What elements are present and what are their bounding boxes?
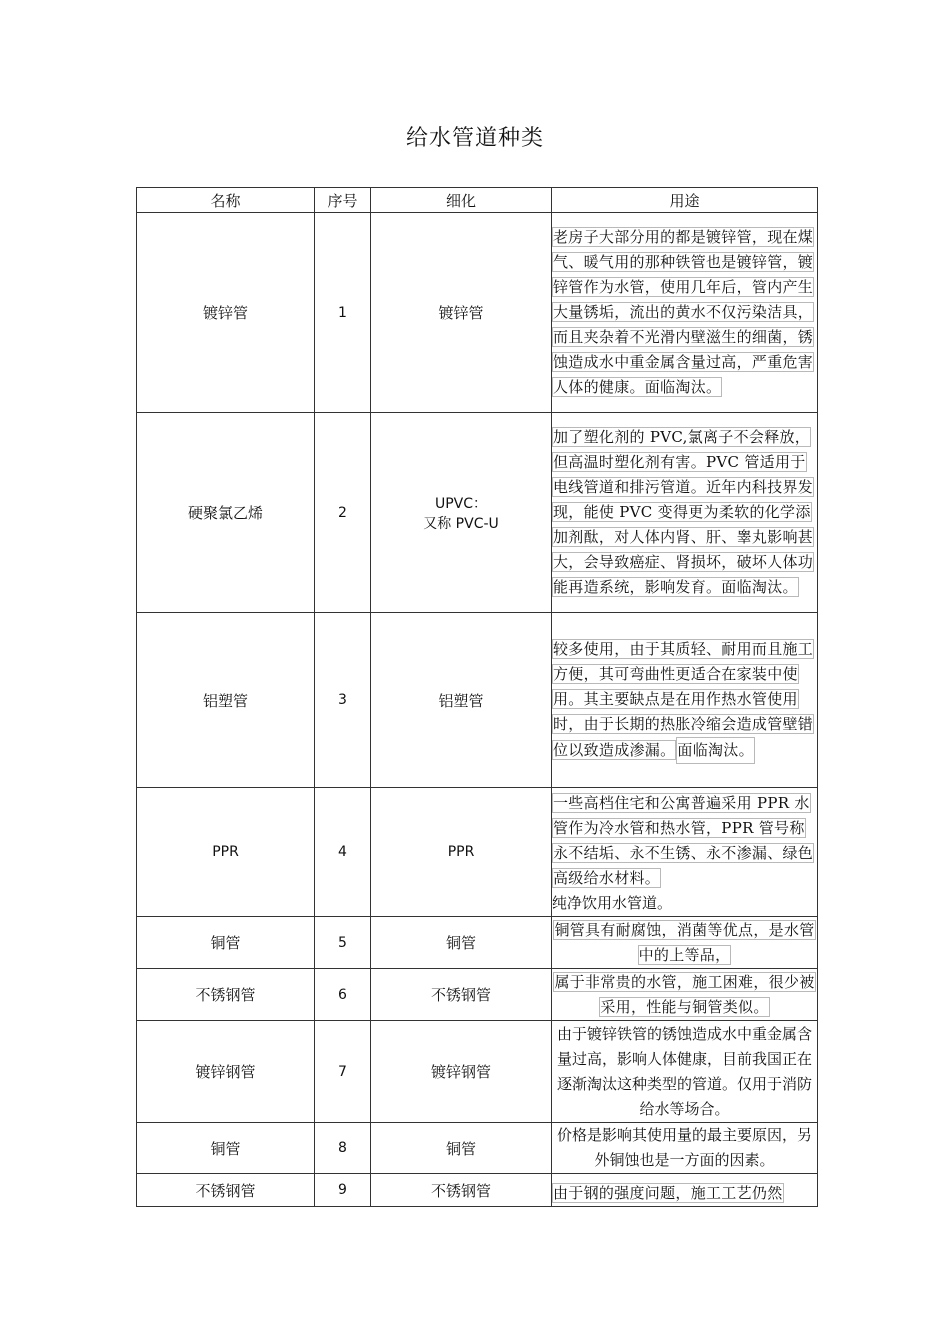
detail-line: UPVC：: [434, 495, 488, 512]
use-text: 加了塑化剂的 PVC,氯离子不会释放，但高温时塑化剂有害。PVC 管适用于电线管道和排污管道。近年内科技界发现，能使 PVC 变得更为柔软的化学添加剂酞，对人体内肾、肝、睾丸影响甚大，会导致癌症、肾损坏，破坏人体功能再造系统，影响发育。面临淘汰。: [553, 428, 814, 596]
table-row: [137, 1174, 818, 1207]
table-row: [137, 613, 818, 788]
pipe-number: 3: [315, 613, 371, 788]
document-title: 给水管道种类: [405, 126, 544, 151]
pipe-detail: 镀锌管: [371, 213, 552, 413]
column-header-number: 序号: [315, 188, 371, 213]
pipe-use: [552, 1174, 818, 1207]
use-text: 较多使用，由于其质轻、耐用而且施工方便，其可弯曲性更适合在家装中使用。其主要缺点是在用作热水管使用时，由于长期的热胀冷缩会造成管壁错位以致造成渗漏。: [553, 639, 814, 759]
pipe-number: 2: [315, 413, 371, 613]
use-text: 由于镀锌铁管的锈蚀造成水中重金属含量过高，影响人体健康，目前我国正在逐渐淘汰这种类型的管道。仅用于消防给水等场合。: [556, 1025, 812, 1118]
table-row: [137, 1123, 818, 1174]
pipe-detail: 镀锌钢管: [371, 1021, 552, 1123]
pipe-use: [552, 969, 818, 1021]
pipe-number: 6: [315, 969, 371, 1021]
pipe-number: 4: [315, 788, 371, 917]
use-text: 老房子大部分用的都是镀锌管，现在煤气、暖气用的那种铁管也是镀锌管，镀锌管作为水管，使用几年后，管内产生大量锈垢，流出的黄水不仅污染洁具，而且夹杂着不光滑内壁滋生的细菌，锈蚀造成水中重金属含量过高，严重危害人体的健康。面临淘汰。: [553, 228, 814, 396]
pipe-detail: 不锈钢管: [371, 969, 552, 1021]
pipe-number: 7: [315, 1021, 371, 1123]
pipe-number: 8: [315, 1123, 371, 1174]
pipe-name: 不锈钢管: [137, 1174, 315, 1207]
pipe-use: [552, 788, 818, 917]
pipe-name: 铜管: [137, 917, 315, 969]
pipe-detail: 铜管: [371, 917, 552, 969]
table-row: [137, 413, 818, 613]
pipe-name: PPR: [137, 788, 315, 917]
use-text: 由于钢的强度问题，施工工艺仍然: [553, 1183, 783, 1202]
pipe-use: [552, 413, 818, 613]
pipe-detail: 铜管: [371, 1123, 552, 1174]
table-row: [137, 788, 818, 917]
pipe-detail: 不锈钢管: [371, 1174, 552, 1207]
table-row: [137, 969, 818, 1021]
column-header-detail: 细化: [371, 188, 552, 213]
use-text: 价格是影响其使用量的最主要原因，另外铜蚀也是一方面的因素。: [556, 1126, 812, 1169]
pipe-use: [552, 213, 818, 413]
pipe-use: [552, 613, 818, 788]
use-extra-text: 纯净饮用水管道。: [552, 894, 673, 912]
pipe-name: 铜管: [137, 1123, 315, 1174]
use-extra-text: 面临淘汰。: [676, 737, 755, 764]
use-text: 铜管具有耐腐蚀，消菌等优点，是水管中的上等品，: [554, 921, 815, 964]
pipe-name: 镀锌钢管: [137, 1021, 315, 1123]
pipe-number: 9: [315, 1174, 371, 1207]
pipe-use: [552, 917, 818, 969]
table-row: [137, 917, 818, 969]
pipe-use: [552, 1123, 818, 1174]
detail-line: 又称 PVC-U: [423, 515, 499, 532]
pipe-name: 镀锌管: [137, 213, 315, 413]
pipe-detail: [371, 413, 552, 613]
pipe-use: [552, 1021, 818, 1123]
pipe-detail: PPR: [371, 788, 552, 917]
pipe-name: 不锈钢管: [137, 969, 315, 1021]
table-header-row: [137, 188, 818, 213]
pipe-number: 1: [315, 213, 371, 413]
table-row: [137, 1021, 818, 1123]
use-text: 属于非常贵的水管，施工困难，很少被采用，性能与铜管类似。: [554, 973, 815, 1016]
pipe-number: 5: [315, 917, 371, 969]
table-row: [137, 213, 818, 413]
pipe-name: 铝塑管: [137, 613, 315, 788]
pipe-name: 硬聚氯乙烯: [137, 413, 315, 613]
pipe-detail: 铝塑管: [371, 613, 552, 788]
column-header-use: 用途: [552, 188, 818, 213]
use-text: 一些高档住宅和公寓普遍采用 PPR 水管作为冷水管和热水管，PPR 管号称永不结垢、永不生锈、永不渗漏、绿色高级给水材料。: [553, 794, 814, 887]
column-header-name: 名称: [137, 188, 315, 213]
pipe-types-table: [136, 187, 818, 1207]
